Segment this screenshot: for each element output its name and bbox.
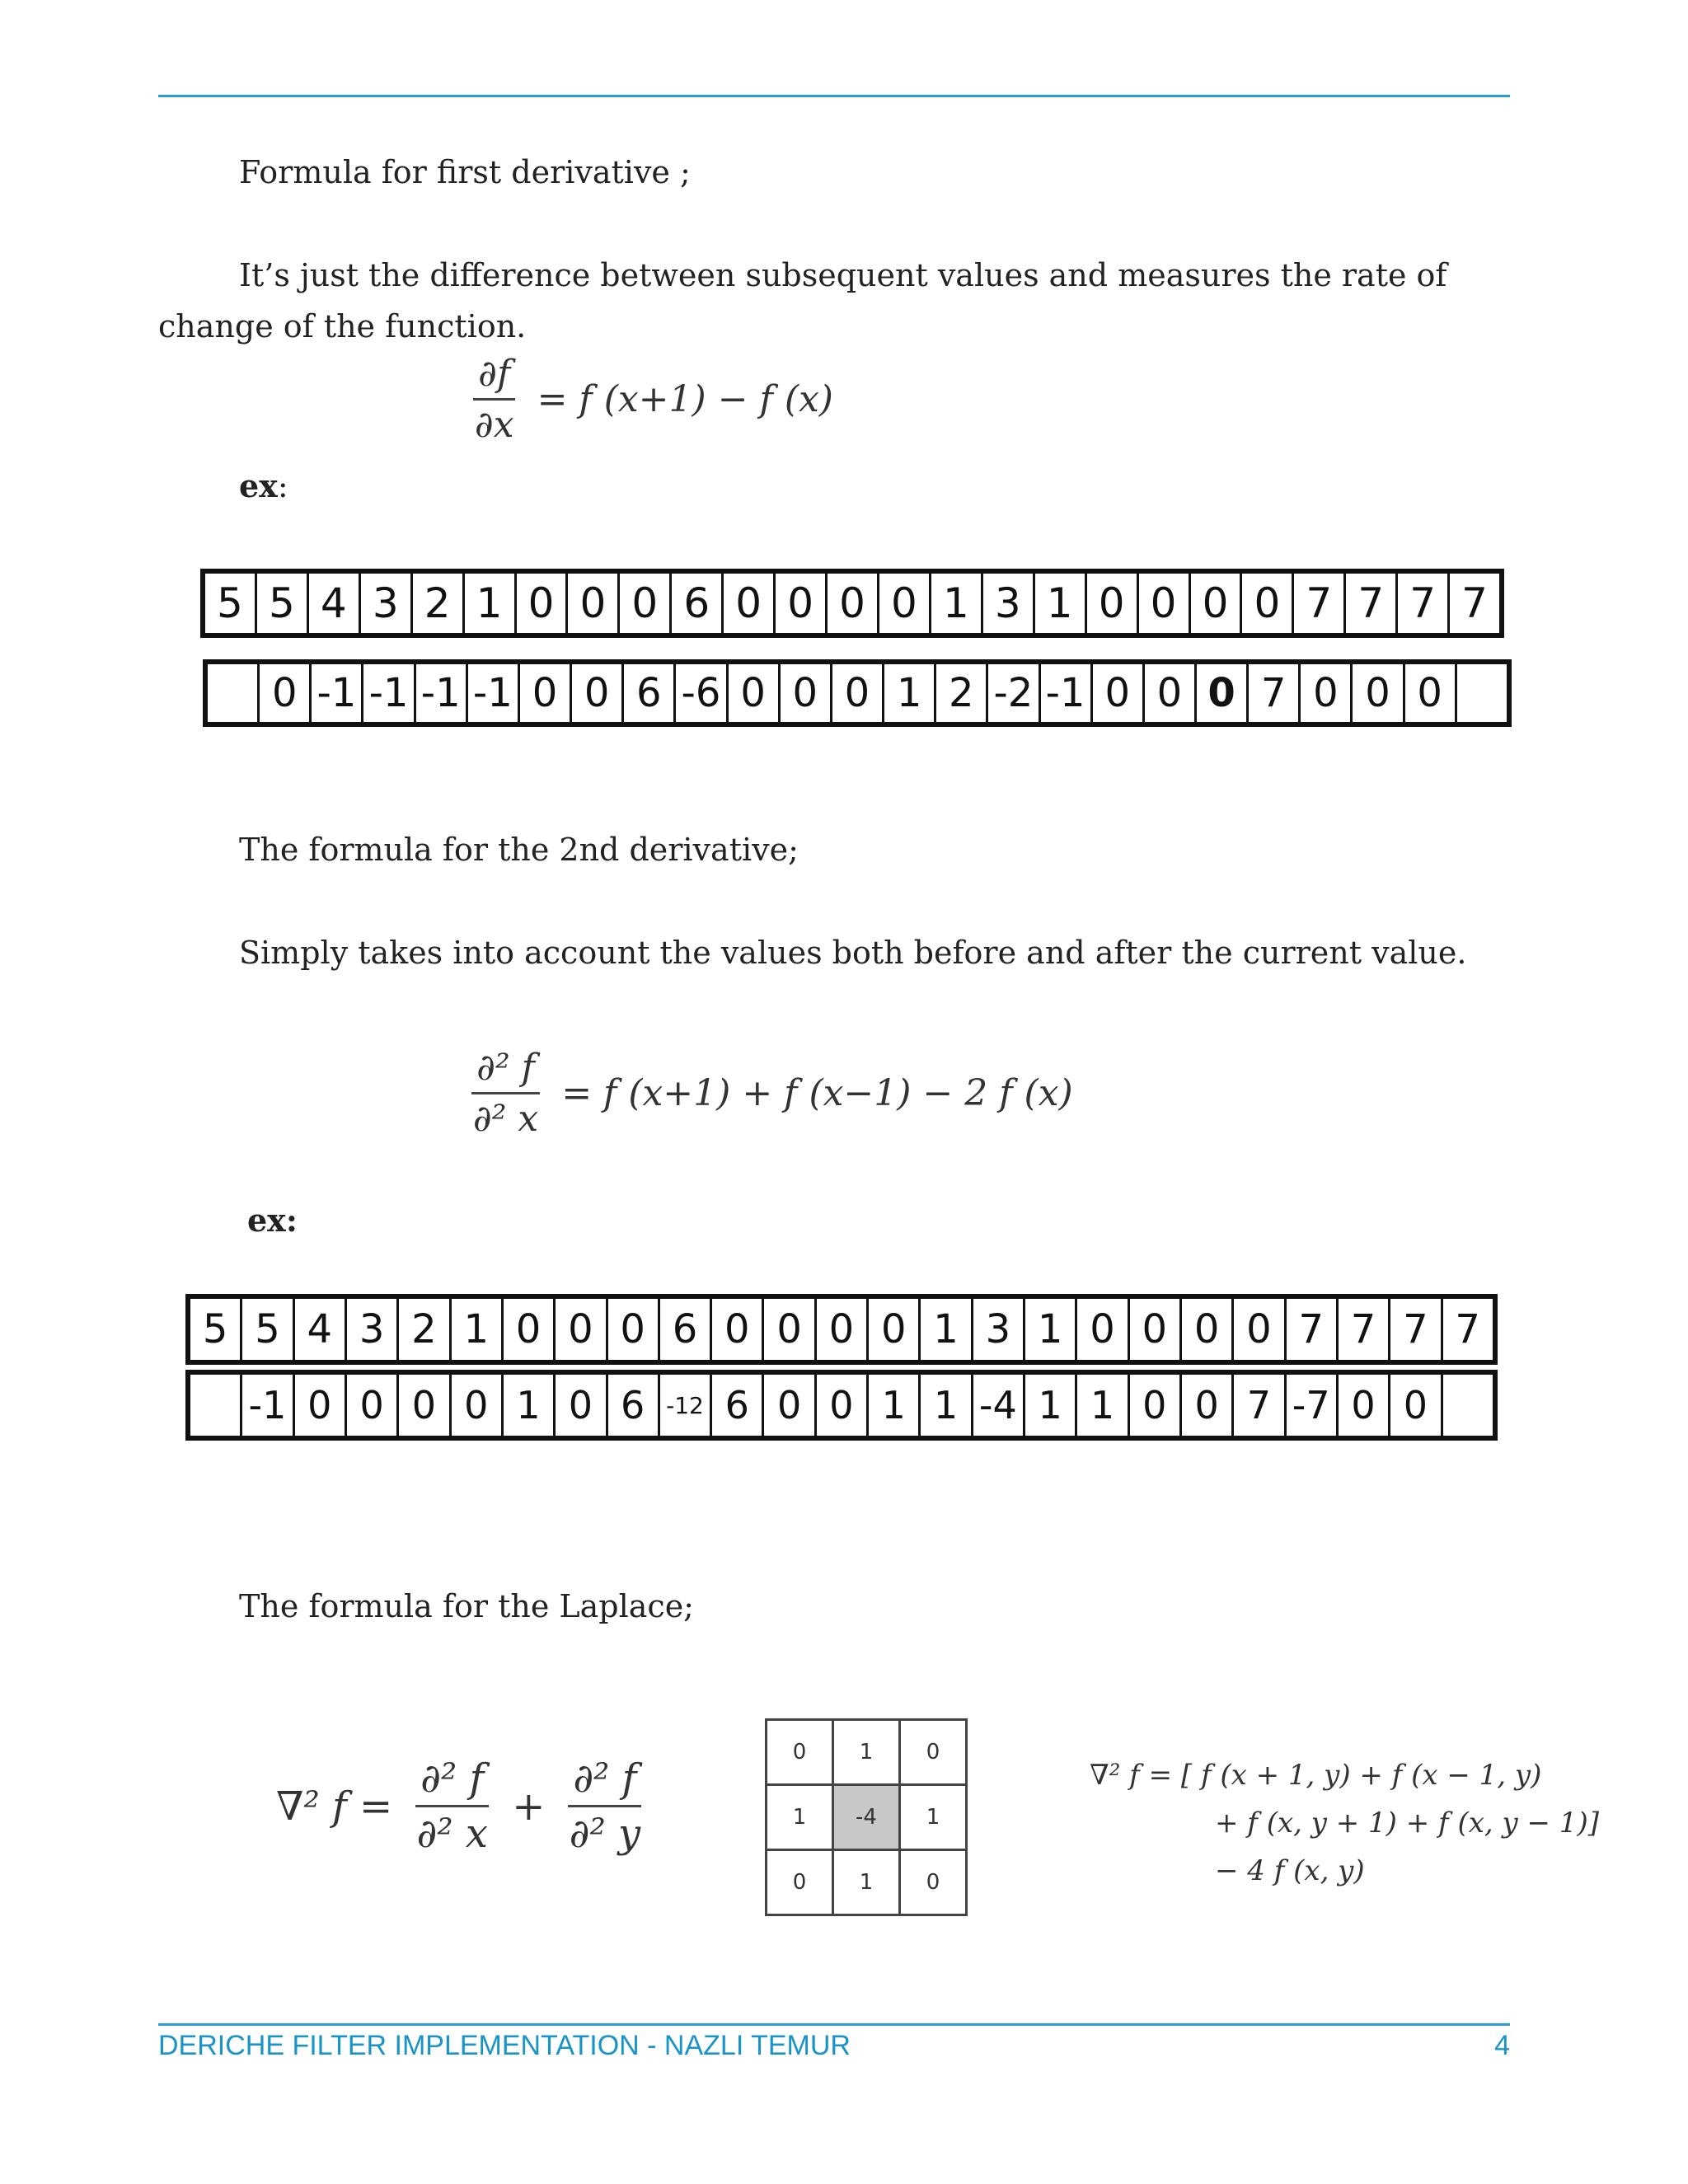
strip-cell: 0 bbox=[817, 1299, 869, 1360]
kernel-row bbox=[767, 1785, 967, 1850]
second-derivative-fraction bbox=[468, 1047, 543, 1140]
strip-cell: 0 bbox=[556, 1375, 607, 1436]
strip-cell: -7 bbox=[1287, 1375, 1339, 1436]
first-derivative-input-strip bbox=[200, 569, 1504, 638]
strip-cell: 0 bbox=[1139, 574, 1191, 633]
second-derivative-heading: The formula for the 2nd derivative; bbox=[239, 832, 799, 868]
strip-cell: 5 bbox=[205, 574, 257, 633]
first-derivative-output-strip bbox=[203, 659, 1512, 727]
strip-cell: -1 bbox=[416, 664, 468, 722]
second-derivative-output-strip bbox=[185, 1370, 1498, 1441]
strip-cell: 0 bbox=[520, 664, 572, 722]
laplace-term-x-numerator: ∂² f bbox=[415, 1755, 489, 1807]
strip-cell: 1 bbox=[869, 1375, 921, 1436]
laplace-plus: + bbox=[512, 1783, 546, 1830]
strip-cell: 1 bbox=[504, 1375, 556, 1436]
first-derivative-numerator: ∂f bbox=[473, 353, 515, 401]
strip-cell: -1 bbox=[468, 664, 520, 722]
strip-cell: 0 bbox=[295, 1375, 347, 1436]
strip-cell: 1 bbox=[931, 574, 983, 633]
strip-cell: 0 bbox=[764, 1299, 816, 1360]
strip-cell: 1 bbox=[921, 1299, 973, 1360]
strip-cell: 0 bbox=[828, 574, 879, 633]
footer-page-number: 4 bbox=[1494, 2030, 1510, 2061]
strip-cell: 0 bbox=[1130, 1299, 1182, 1360]
strip-cell: 3 bbox=[983, 574, 1035, 633]
laplace-discrete-formula bbox=[1090, 1751, 1599, 1895]
strip-cell: 0 bbox=[879, 574, 931, 633]
strip-cell: 7 bbox=[1234, 1375, 1286, 1436]
strip-cell: 0 bbox=[1130, 1375, 1182, 1436]
strip-cell: 1 bbox=[452, 1299, 504, 1360]
strip-cell: 0 bbox=[1234, 1299, 1286, 1360]
strip-cell: 6 bbox=[608, 1375, 660, 1436]
strip-cell: 0 bbox=[776, 574, 828, 633]
strip-cell: 0 bbox=[1182, 1375, 1234, 1436]
kernel-cell: 0 bbox=[900, 1720, 967, 1785]
first-derivative-description: It’s just the difference between subsequent values and measures the rate of change of the function. bbox=[158, 257, 1447, 344]
footer-document-title: DERICHE FILTER IMPLEMENTATION - NAZLI TEMUR bbox=[158, 2030, 851, 2061]
strip-cell: 0 bbox=[1077, 1299, 1129, 1360]
kernel-row bbox=[767, 1720, 967, 1785]
strip-cell: 0 bbox=[517, 574, 569, 633]
kernel-center-cell: -4 bbox=[833, 1785, 900, 1850]
strip-cell: 7 bbox=[1398, 574, 1450, 633]
strip-cell: 0 bbox=[1197, 664, 1249, 722]
strip-cell: -6 bbox=[676, 664, 728, 722]
strip-cell: 7 bbox=[1455, 1306, 1480, 1352]
laplace-term-y-numerator: ∂² f bbox=[568, 1755, 641, 1807]
strip-cell: 0 bbox=[1390, 1375, 1442, 1436]
laplace-term-y-denominator: ∂² y bbox=[569, 1811, 641, 1857]
strip-cell: 0 bbox=[1145, 664, 1197, 722]
strip-cell: 0 bbox=[781, 664, 832, 722]
first-derivative-heading: Formula for first derivative ; bbox=[239, 154, 691, 190]
second-derivative-formula bbox=[462, 1047, 1073, 1140]
example-2-label: ex: bbox=[247, 1202, 298, 1239]
second-derivative-denominator: ∂² x bbox=[473, 1098, 539, 1140]
strip-cell: 0 bbox=[347, 1375, 399, 1436]
first-derivative-rhs: = f (x+1) − f (x) bbox=[537, 378, 833, 420]
strip-cell: 1 bbox=[1025, 1375, 1077, 1436]
kernel-cell: 1 bbox=[767, 1785, 833, 1850]
example-1-label-colon: : bbox=[277, 468, 288, 504]
strip-cell: 1 bbox=[884, 664, 936, 722]
strip-cell: 6 bbox=[712, 1375, 764, 1436]
strip-cell: 0 bbox=[764, 1375, 816, 1436]
strip-cell: 0 bbox=[504, 1299, 556, 1360]
strip-cell: 1 bbox=[1025, 1299, 1077, 1360]
strip-cell bbox=[208, 664, 260, 722]
strip-cell: 0 bbox=[1353, 664, 1404, 722]
second-derivative-numerator: ∂² f bbox=[471, 1047, 540, 1094]
example-1-label-bold: ex bbox=[239, 467, 278, 504]
strip-cell: 3 bbox=[347, 1299, 399, 1360]
strip-cell: 6 bbox=[672, 574, 724, 633]
second-derivative-rhs: = f (x+1) + f (x−1) − 2 f (x) bbox=[561, 1072, 1073, 1114]
example-1-label bbox=[239, 461, 288, 512]
strip-cell: -2 bbox=[988, 664, 1040, 722]
strip-cell: 6 bbox=[660, 1299, 712, 1360]
strip-cell: 0 bbox=[1301, 664, 1353, 722]
strip-cell: 1 bbox=[1077, 1375, 1129, 1436]
strip-cell: 5 bbox=[190, 1299, 242, 1360]
kernel-cell: 0 bbox=[767, 1720, 833, 1785]
strip-cell: 7 bbox=[1390, 1299, 1442, 1360]
strip-cell: 0 bbox=[832, 664, 884, 722]
kernel-cell: 1 bbox=[833, 1720, 900, 1785]
strip-cell: 5 bbox=[242, 1299, 294, 1360]
strip-cell: 1 bbox=[1035, 574, 1087, 633]
first-derivative-denominator: ∂x bbox=[475, 404, 514, 446]
laplace-kernel bbox=[765, 1718, 968, 1916]
laplace-discrete-line-3: − 4 f (x, y) bbox=[1215, 1854, 1365, 1887]
strip-cell: 7 bbox=[1294, 574, 1346, 633]
strip-cell: 0 bbox=[1093, 664, 1145, 722]
strip-cell: 7 bbox=[1249, 664, 1301, 722]
laplace-formula bbox=[276, 1755, 652, 1857]
strip-cell: 0 bbox=[729, 664, 781, 722]
kernel-cell: 1 bbox=[900, 1785, 967, 1850]
strip-cell: 0 bbox=[452, 1375, 504, 1436]
strip-cell: 0 bbox=[1339, 1375, 1390, 1436]
strip-cell: 0 bbox=[1191, 574, 1243, 633]
strip-cell bbox=[1443, 1375, 1493, 1436]
kernel-cell: 1 bbox=[833, 1850, 900, 1915]
strip-cell: 0 bbox=[817, 1375, 869, 1436]
strip-cell: 0 bbox=[608, 1299, 660, 1360]
strip-cell: 5 bbox=[257, 574, 309, 633]
laplace-term-x-denominator: ∂² x bbox=[416, 1811, 488, 1857]
strip-cell: 7 bbox=[1346, 574, 1398, 633]
strip-cell: 3 bbox=[361, 574, 413, 633]
strip-cell: -4 bbox=[973, 1375, 1025, 1436]
strip-cell: 2 bbox=[936, 664, 988, 722]
strip-cell bbox=[190, 1375, 242, 1436]
strip-cell: 2 bbox=[413, 574, 465, 633]
strip-cell: -12 bbox=[660, 1375, 712, 1436]
laplace-lhs: ∇² f = bbox=[276, 1783, 393, 1830]
strip-cell: 0 bbox=[712, 1299, 764, 1360]
strip-cell: 0 bbox=[568, 574, 620, 633]
strip-cell: -1 bbox=[312, 664, 363, 722]
strip-cell bbox=[1457, 664, 1507, 722]
strip-cell: 0 bbox=[869, 1299, 921, 1360]
strip-cell: 2 bbox=[399, 1299, 451, 1360]
header-rule bbox=[158, 95, 1510, 97]
strip-cell: 0 bbox=[1405, 664, 1457, 722]
strip-cell: 7 bbox=[1461, 579, 1488, 627]
strip-cell: 7 bbox=[1287, 1299, 1339, 1360]
strip-cell: -1 bbox=[1041, 664, 1093, 722]
laplace-heading: The formula for the Laplace; bbox=[239, 1588, 694, 1624]
strip-cell: 7 bbox=[1339, 1299, 1390, 1360]
kernel-row bbox=[767, 1850, 967, 1915]
strip-cell: -1 bbox=[242, 1375, 294, 1436]
laplace-term-x bbox=[412, 1755, 493, 1857]
strip-cell: 0 bbox=[556, 1299, 607, 1360]
strip-cell: 4 bbox=[295, 1299, 347, 1360]
strip-cell: -1 bbox=[363, 664, 415, 722]
first-derivative-fraction bbox=[470, 353, 519, 446]
strip-cell: 0 bbox=[1182, 1299, 1234, 1360]
strip-cell: 0 bbox=[724, 574, 776, 633]
strip-cell: 1 bbox=[921, 1375, 973, 1436]
laplace-term-y bbox=[565, 1755, 645, 1857]
strip-cell: 1 bbox=[465, 574, 517, 633]
strip-cell: 0 bbox=[572, 664, 624, 722]
laplace-discrete-line-2: + f (x, y + 1) + f (x, y − 1)] bbox=[1215, 1807, 1599, 1840]
laplace-discrete-line-1: ∇² f = [ f (x + 1, y) + f (x − 1, y) bbox=[1090, 1759, 1542, 1792]
second-derivative-description: Simply takes into account the values both before and after the current value. bbox=[239, 935, 1467, 971]
strip-cell: 0 bbox=[1087, 574, 1139, 633]
strip-cell: 0 bbox=[620, 574, 672, 633]
second-derivative-input-strip bbox=[185, 1294, 1498, 1365]
kernel-cell: 0 bbox=[900, 1850, 967, 1915]
strip-cell: 0 bbox=[260, 664, 312, 722]
first-derivative-formula bbox=[463, 353, 833, 446]
strip-cell: 3 bbox=[973, 1299, 1025, 1360]
strip-cell: 6 bbox=[624, 664, 676, 722]
strip-cell: 0 bbox=[399, 1375, 451, 1436]
strip-cell: 0 bbox=[1242, 574, 1294, 633]
kernel-cell: 0 bbox=[767, 1850, 833, 1915]
strip-cell: 4 bbox=[309, 574, 361, 633]
footer-rule bbox=[158, 2023, 1510, 2026]
